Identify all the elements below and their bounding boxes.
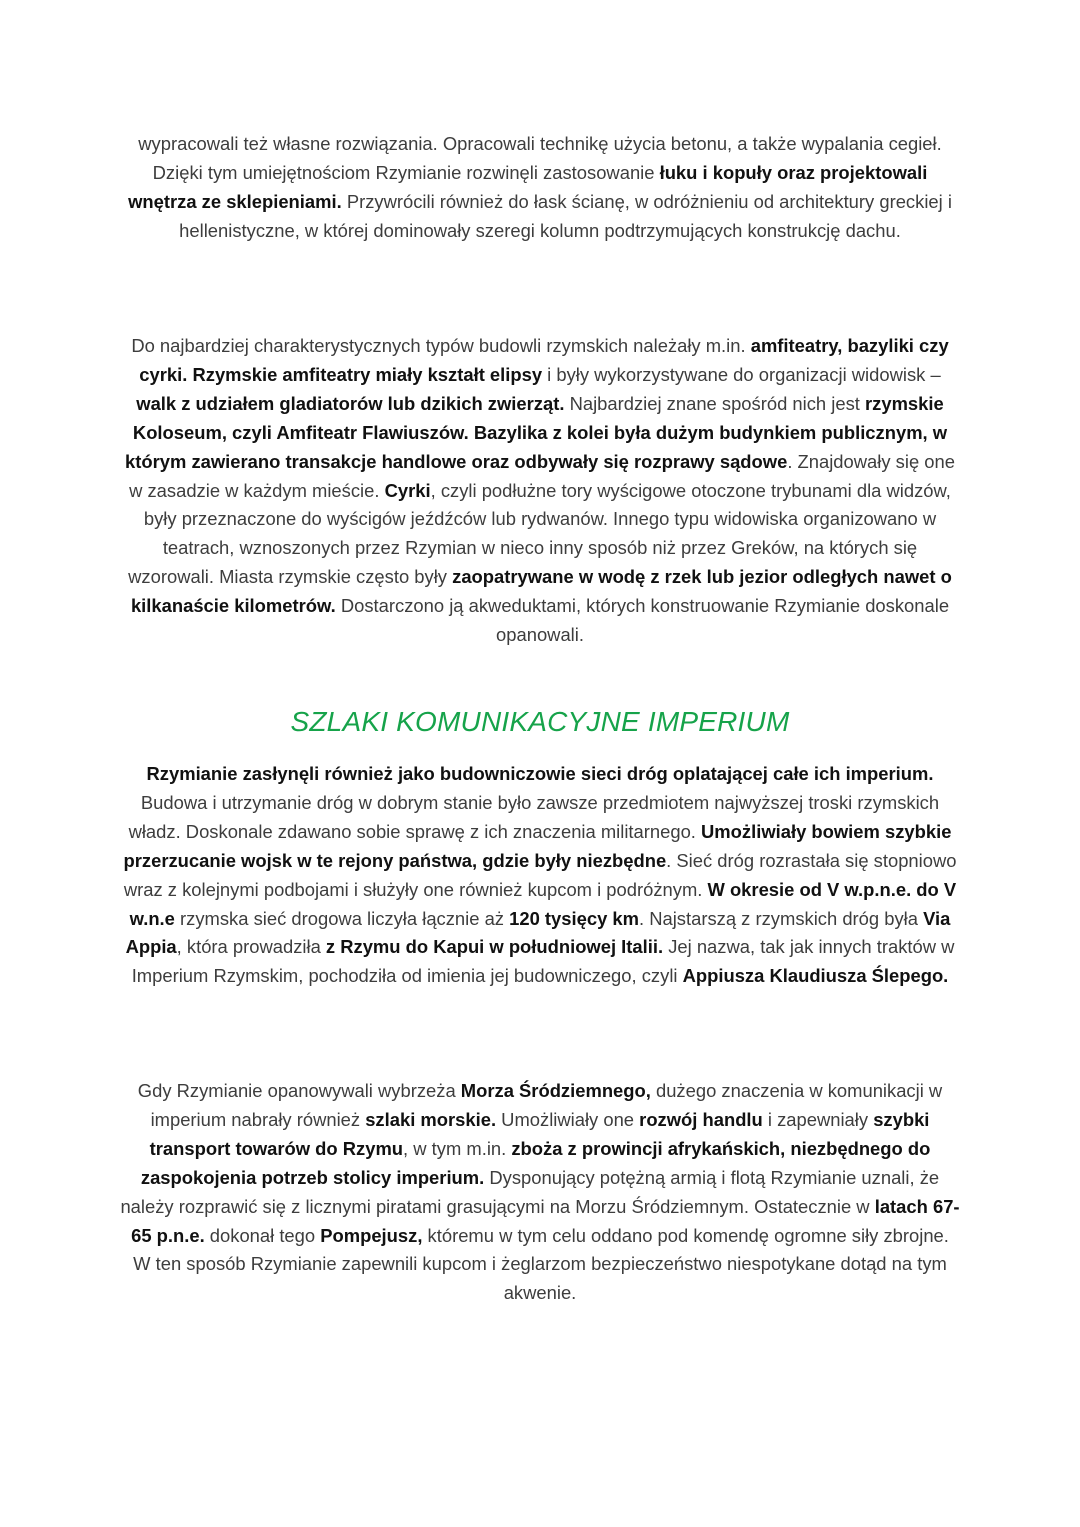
bold-text: zboża z prowincji afrykańskich, niezbędnego do zaspokojenia potrzeb stolicy imperium.	[140, 1137, 931, 1188]
bold-text: Morza Śródziemnego,	[460, 1080, 651, 1101]
text: Dostarczono ją akweduktami, których konstruowanie Rzymianie doskonale opanowali.	[335, 595, 950, 646]
text: . Najstarszą z rzymskich dróg była	[638, 907, 924, 929]
section-heading: SZLAKI KOMUNIKACYJNE IMPERIUM	[290, 706, 790, 737]
paragraph-sea-routes	[120, 1077, 960, 1308]
text: Dysponujący potężną armią i flotą Rzymianie uznali, że należy rozprawić się z licznymi piratami grasującymi na Morzu Śródziemnym. Ostatecznie w	[120, 1166, 940, 1217]
text: wypracowali też własne rozwiązania. Opracowali technikę użycia betonu, a także wypalania cegieł. Dzięki tym umiejętnościom Rzymianie rozwinęli zastosowanie	[138, 133, 942, 183]
bold-text: szybki transport towarów do Rzymu	[149, 1108, 930, 1159]
bold-text: walk z udziałem gladiatorów lub dzikich zwierząt.	[136, 392, 565, 414]
text: Przywrócili również do łask ścianę, w odróżnieniu od architektury greckiej i hellenistyczne, w której dominowały szeregi kolumn podtrzymujących konstrukcję dachu.	[179, 190, 952, 241]
text: . Sieć dróg rozrastała się stopniowo wraz z kolejnymi podbojami i służyły one również kupcom i podróżnym.	[123, 849, 957, 900]
text: któremu w tym celu oddano pod komendę ogromne siły zbrojne. W ten sposób Rzymianie zapewnili kupcom i żeglarzom bezpieczeństwo niespotykane dotąd na tym akwenie.	[133, 1224, 949, 1304]
bold-text: latach 67-65 p.n.e.	[131, 1195, 960, 1246]
paragraph-roman-roads	[120, 760, 960, 991]
text: Najbardziej znane spośród nich jest	[564, 392, 865, 414]
text: , w tym m.in.	[403, 1137, 512, 1159]
text: . Znajdowały się one w zasadzie w każdym mieście.	[129, 450, 955, 501]
text: Budowa i utrzymanie dróg w dobrym stanie było zawsze przedmiotem najwyższej troski rzymskich władz. Doskonale zdawano sobie sprawę z ich znaczenia militarnego.	[128, 791, 940, 842]
bold-text: Via Appia	[125, 907, 951, 958]
bold-text: zaopatrywane w wodę z rzek lub jezior odległych nawet o kilkanaście kilometrów.	[130, 566, 952, 617]
text: dokonał tego	[204, 1224, 321, 1246]
bold-text: rozwój handlu	[639, 1108, 763, 1130]
bold-text: rzymskie Koloseum, czyli Amfiteatr Flawiuszów. Bazylika z kolei była dużym budynkiem publicznym, w którym zawierano transakcje handlowe oraz odbywały się rozprawy sądowe	[125, 392, 948, 472]
text: i były wykorzystywane do organizacji widowisk –	[542, 363, 941, 385]
bold-text: szlaki morskie.	[365, 1108, 497, 1130]
bold-text: z Rzymu do Kapui w południowej Italii.	[325, 936, 664, 958]
paragraph-roman-buildings	[120, 332, 960, 650]
text: , czyli podłużne tory wyścigowe otoczone trybunami dla widzów, były przeznaczone do wyścigów jeźdźców lub rydwanów. Innego typu widowiska organizowano w teatrach, wznoszonych przez Rzymian w nieco inny sposób niż przez Greków, na których się wzorowali. Miasta rzymskie często były	[128, 479, 951, 588]
text: dużego znaczenia w komunikacji w imperium nabrały również	[150, 1080, 943, 1130]
text: Umożliwiały one	[496, 1108, 640, 1130]
bold-text: Cyrki	[384, 479, 431, 501]
bold-text: 120 tysięcy km	[509, 907, 639, 929]
text: Jej nazwa, tak jak innych traktów w Imperium Rzymskim, pochodziła od imienia jej budowniczego, czyli	[131, 936, 955, 987]
paragraph-roman-construction	[120, 130, 960, 246]
text: Do najbardziej charakterystycznych typów budowli rzymskich należały m.in.	[131, 335, 751, 356]
bold-text: W okresie od V w.p.n.e. do V w.n.e	[129, 878, 957, 929]
text: i zapewniały	[762, 1108, 874, 1130]
bold-text: Pompejusz,	[320, 1224, 423, 1246]
text: Gdy Rzymianie opanowywali wybrzeża	[137, 1080, 461, 1101]
bold-text: Appiusza Klaudiusza Ślepego.	[682, 965, 949, 987]
bold-text: łuku i kopuły oraz projektowali wnętrza ze sklepieniami.	[128, 161, 928, 212]
bold-text: Rzymianie zasłynęli również jako budowniczowie sieci dróg oplatającej całe ich imperium.	[146, 763, 934, 784]
text: , która prowadziła	[176, 936, 326, 958]
bold-text: amfiteatry, bazyliki czy cyrki. Rzymskie amfiteatry miały kształt elipsy	[139, 335, 949, 385]
text: rzymska sieć drogowa liczyła łącznie aż	[174, 907, 510, 929]
bold-text: Umożliwiały bowiem szybkie przerzucanie wojsk w te rejony państwa, gdzie były niezbędne	[123, 820, 952, 871]
